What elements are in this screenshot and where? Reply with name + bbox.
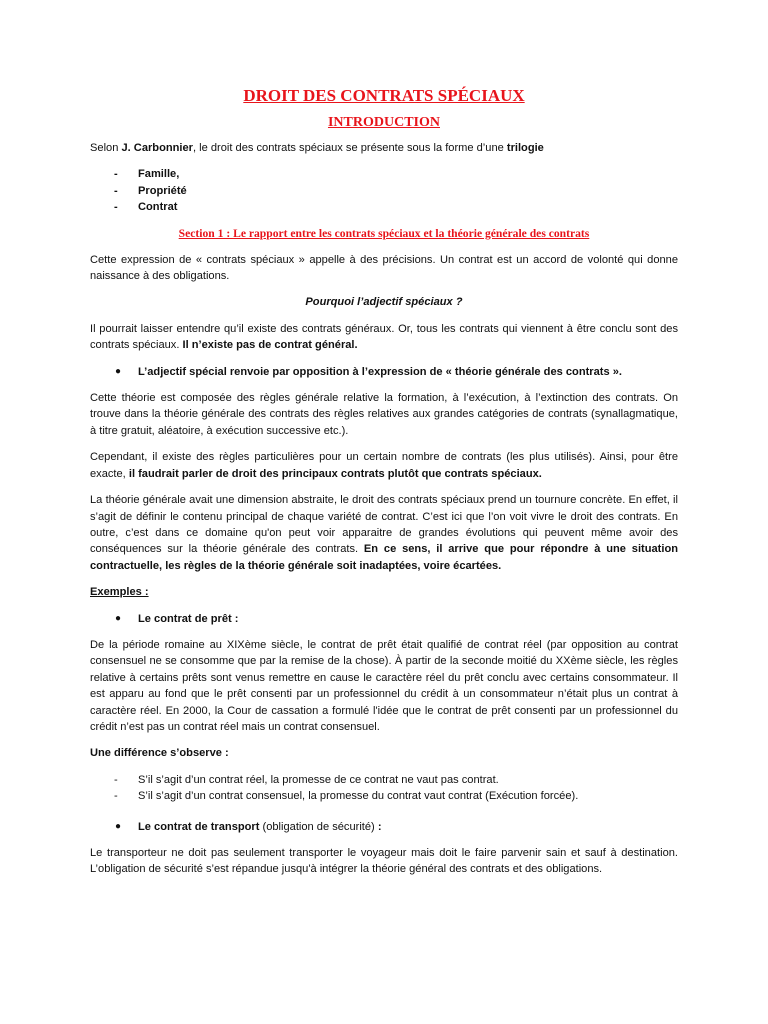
examples-heading: Exemples : bbox=[90, 586, 149, 599]
bullet-contrat-de-transport bbox=[90, 819, 678, 835]
bullet-text: Le contrat de prêt : bbox=[138, 612, 239, 625]
dash-marker: - bbox=[114, 790, 118, 803]
bullet-adjectif bbox=[90, 364, 678, 380]
trilogy-item-propriete: Propriété bbox=[138, 184, 187, 197]
bullet-dot: ● bbox=[115, 365, 122, 377]
difference-item-reel: S’il s’agit d’un contrat réel, la promesse de ce contrat ne vaut pas contrat. bbox=[138, 773, 499, 786]
paragraph-bold: En ce sens, il arrive que pour répondre à une situation contractuelle, les règles de la théorie générale soit inadaptées, voire écartées. bbox=[90, 543, 678, 572]
intro-pre: Selon bbox=[90, 142, 122, 154]
list-item bbox=[90, 166, 678, 182]
document-title: DROIT DES CONTRATS SPÉCIAUX bbox=[243, 86, 525, 105]
intro-mid: , le droit des contrats spéciaux se présente sous la forme d’une bbox=[192, 142, 507, 154]
bullet-dot: ● bbox=[115, 612, 122, 624]
paragraph-bold: il faudrait parler de droit des principaux contrats plutôt que contrats spéciaux. bbox=[128, 467, 542, 480]
paragraph-regles-particulieres bbox=[90, 449, 678, 482]
bullet-text: L’adjectif spécial renvoie par opposition à l’expression de « théorie générale des contrats ». bbox=[138, 365, 622, 378]
bullet-dot: ● bbox=[115, 820, 122, 832]
difference-heading: Une différence s’observe : bbox=[90, 747, 229, 760]
bullet-text: (obligation de sécurité) bbox=[259, 820, 378, 833]
paragraph-dimension-abstraite bbox=[90, 492, 678, 574]
list-item bbox=[90, 199, 678, 215]
question-heading: Pourquoi l’adjectif spéciaux ? bbox=[305, 296, 463, 309]
bullet-bold-end: : bbox=[377, 820, 382, 833]
introduction-heading: INTRODUCTION bbox=[327, 115, 440, 130]
paragraph-bold: Il n’existe pas de contrat général. bbox=[182, 339, 358, 352]
paragraph-text: La théorie générale avait une dimension abstraite, le droit des contrats spéciaux prend un tournure concrète. En effet, il s’agit de définir le contenu principal de chaque variété de contrat. C’est ici que l’on voit vivre le droit des contrats. En outre, c’est dans ce domaine qu'on peut voir apparaitre de grandes évolutions qui peuvent même avoir des conséquences sur la théorie générale des contrats. bbox=[90, 494, 678, 556]
dash-marker: - bbox=[114, 773, 118, 786]
document-page bbox=[90, 86, 678, 888]
intro-paragraph bbox=[90, 140, 678, 156]
trilogy-list bbox=[90, 166, 678, 215]
trilogy-item-famille: Famille, bbox=[138, 168, 180, 181]
list-item bbox=[90, 788, 678, 804]
paragraph-contrats-generaux bbox=[90, 321, 678, 354]
section-1-title: Section 1 : Le rapport entre les contrats spéciaux et la théorie générale des contrats bbox=[178, 226, 590, 240]
difference-list bbox=[90, 772, 678, 805]
bullet-bold: Le contrat de transport bbox=[138, 820, 260, 833]
list-item bbox=[90, 183, 678, 199]
bullet-contrat-de-pret bbox=[90, 611, 678, 627]
trilogy-item-contrat: Contrat bbox=[138, 201, 178, 214]
paragraph-theorie: Cette théorie est composée des règles générale relative la formation, à l’exécution, à l’extinction des contrats. On trouve dans la théorie générale des contrats des règles relatives aux grandes catégories de contrats (synallagmatique, à titre gratuit, aléatoire, à exécution successive etc.). bbox=[90, 392, 678, 437]
paragraph-expression: Cette expression de « contrats spéciaux » appelle à des précisions. Un contrat est un accord de volonté qui donne naissance à des obligations. bbox=[90, 253, 678, 283]
paragraph-transporteur: Le transporteur ne doit pas seulement transporter le voyageur mais doit le faire parvenir sain et sauf à destination. L’obligation de sécurité s’est répandue jusqu'à intégrer la théorie général des contrats et des obligations. bbox=[90, 847, 678, 876]
list-item bbox=[90, 772, 678, 788]
intro-author: J. Carbonnier bbox=[121, 142, 193, 154]
difference-item-consensuel: S’il s’agit d’un contrat consensuel, la promesse du contrat vaut contrat (Exécution forcée). bbox=[138, 790, 579, 803]
paragraph-text: Cependant, il existe des règles particulières pour un certain nombre de contrats (les plus utilisés). Ainsi, pour être exacte, bbox=[90, 451, 678, 480]
dash-marker: - bbox=[114, 184, 118, 197]
paragraph-text: Il pourrait laisser entendre qu’il existe des contrats généraux. Or, tous les contrats qui viennent à être conclu sont des contrats spéciaux. bbox=[90, 322, 678, 352]
dash-marker: - bbox=[114, 168, 118, 181]
paragraph-pret: De la période romaine au XIXème siècle, le contrat de prêt était qualifié de contrat réel (par opposition au contrat consensuel ne se consomme que par la remise de la chose). À partir de la seconde moitié du XXème siècle, les règles relative à certains prêts sont venus remettre en cause le caractère réel du prêt conclu avec certains consommateur. Il est apparu au fond que le prêt consenti par un professionnel du crédit à un consommateur n’était plus un contrat à caractère réel. En 2000, la Cour de cassation a formulé l'idée que le contrat de prêt consenti par un professionnel du crédit n’est pas un contrat réel mais un contrat consensuel. bbox=[90, 638, 678, 733]
dash-marker: - bbox=[114, 201, 118, 214]
intro-term: trilogie bbox=[506, 142, 544, 154]
